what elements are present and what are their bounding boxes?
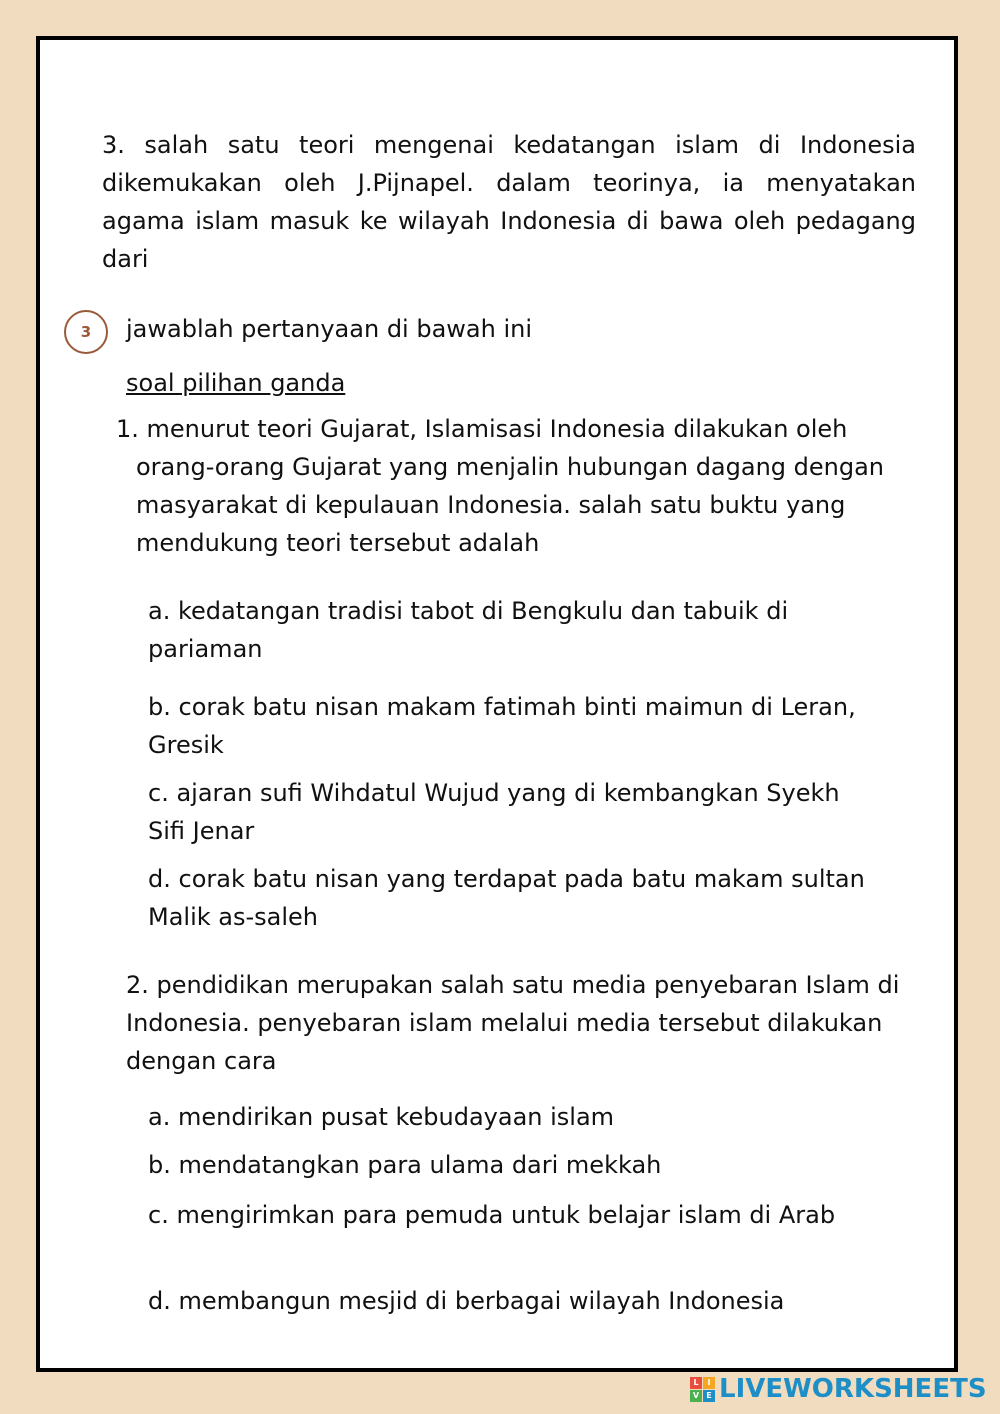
section-instruction: jawablah pertanyaan di bawah ini — [126, 315, 533, 343]
liveworksheets-logo-text: LIVEWORKSHEETS — [719, 1374, 987, 1404]
liveworksheets-logo[interactable] — [690, 1374, 987, 1404]
question-1-option-c[interactable]: c. ajaran sufi Wihdatul Wujud yang di kembangkan Syekh Sifi Jenar — [148, 779, 840, 845]
question-2-text: 2. pendidikan merupakan salah satu media penyebaran Islam di Indonesia. penyebaran islam melalui media tersebut dilakukan dengan cara — [126, 971, 900, 1075]
worksheet-sheet — [36, 36, 958, 1372]
question-2-option-a[interactable]: a. mendirikan pusat kebudayaan islam — [148, 1103, 615, 1131]
question-2-option-c[interactable]: c. mengirimkan para pemuda untuk belajar islam di Arab — [148, 1201, 836, 1229]
logo-letter-l: L — [690, 1377, 702, 1389]
question-1-text: 1. menurut teori Gujarat, Islamisasi Indonesia dilakukan oleh orang-orang Gujarat yang menjalin hubungan dagang dengan masyarakat di kepulauan Indonesia. salah satu buktu yang mendukung teori tersebut adalah — [116, 415, 885, 557]
question-1-option-b[interactable]: b. corak batu nisan makam fatimah binti maimun di Leran, Gresik — [148, 693, 856, 759]
section-number: 3 — [80, 323, 92, 341]
liveworksheets-logo-icon — [690, 1377, 715, 1402]
question-2-option-b[interactable]: b. mendatangkan para ulama dari mekkah — [148, 1151, 662, 1179]
logo-letter-v: V — [690, 1390, 702, 1402]
logo-letter-e: E — [703, 1390, 715, 1402]
question-1-option-d[interactable]: d. corak batu nisan yang terdapat pada batu makam sultan Malik as-saleh — [148, 865, 865, 931]
section-subtitle: soal pilihan ganda — [126, 369, 346, 397]
question-1-option-a[interactable]: a. kedatangan tradisi tabot di Bengkulu dan tabuik di pariaman — [148, 597, 789, 663]
logo-letter-i: I — [703, 1377, 715, 1389]
question-2-option-d[interactable]: d. membangun mesjid di berbagai wilayah Indonesia — [148, 1287, 785, 1315]
question-3-text: 3. salah satu teori mengenai kedatangan islam di Indonesia dikemukakan oleh J.Pijnapel. dalam teorinya, ia menyatakan agama islam masuk ke wilayah Indonesia di bawa oleh pedagang dari — [102, 131, 916, 273]
section-number-badge — [64, 310, 108, 354]
